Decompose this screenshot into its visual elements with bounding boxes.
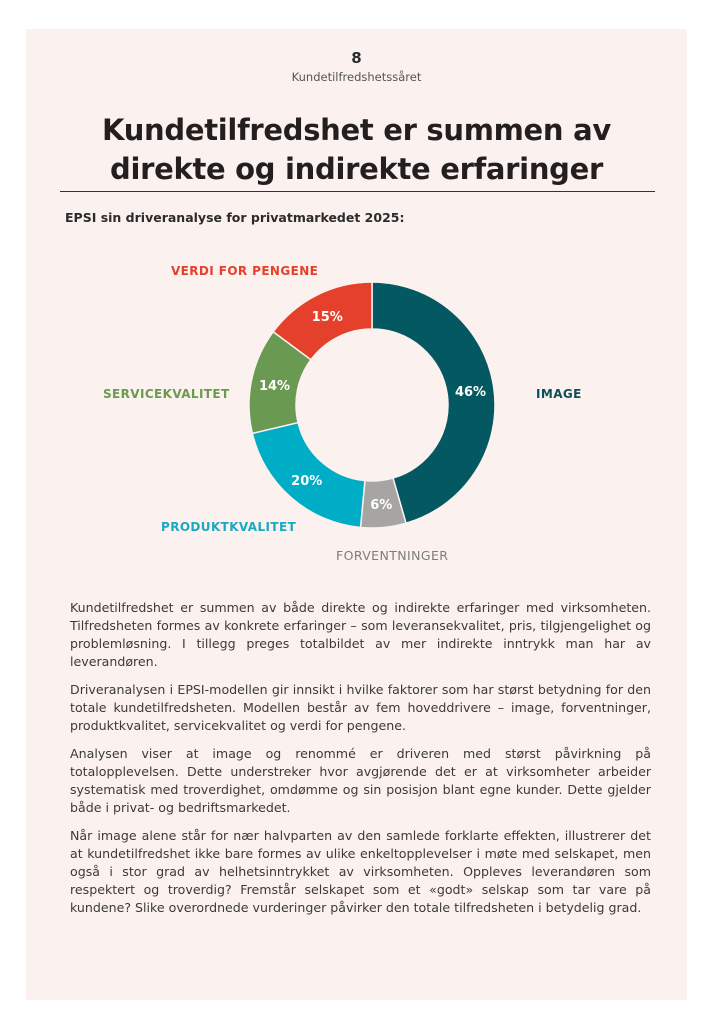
document-page — [26, 29, 687, 1000]
legend-label-forventninger: FORVENTNINGER — [336, 548, 449, 563]
paragraph-3: Analysen viser at image og renommé er driveren med størst påvirkning på totalopplevelsen. Dette understreker hvor avgjørende det er at virksomheter arbeider systematisk med troverdighet, omdømme og sin posisjon blant egne kunder. Dette gjelder både i privat- og bedriftsmarkedet. — [70, 746, 651, 815]
donut-chart — [26, 29, 687, 589]
donut-value-servicekvalitet: 14% — [258, 379, 291, 395]
legend-label-servicekvalitet: SERVICEKVALITET — [103, 387, 230, 401]
donut-chart-svg — [26, 29, 687, 589]
page-title-line-1: Kundetilfredshet er summen av — [102, 113, 611, 147]
legend-label-verdi-for-pengene: VERDI FOR PENGENE — [171, 264, 319, 278]
body-text — [70, 599, 651, 927]
section-name: Kundetilfredshetssåret — [291, 70, 422, 84]
paragraph-4: Når image alene står for nær halvparten av den samlede forklarte effekten, illustrerer det at kundetilfredshet ikke bare formes av ulike enkeltopplevelser i møte med selskapet, men også i stor grad av helhetsinntrykket av virksomheten. Oppleves leverandøren som respektert og troverdig? Fremstår selskapet som et «godt» selskap som tar vare på kundene? Slike overordnede vurderinger påvirker den totale tilfredsheten i betydelig grad. — [70, 828, 651, 915]
page-number: 8 — [351, 49, 362, 67]
page-title-line-2: direkte og indirekte erfaringer — [109, 152, 603, 186]
chart-heading: EPSI sin driveranalyse for privatmarkedet 2025: — [65, 210, 405, 225]
donut-value-verdi-for-pengene: 15% — [311, 310, 343, 326]
donut-value-forventninger: 6% — [370, 498, 393, 514]
paragraph-1: Kundetilfredshet er summen av både direkte og indirekte erfaringer med virksomheten. Tilfredsheten formes av konkrete erfaringer – som leveransekvalitet, pris, tilgjengelighet og problemløsning. I tillegg preges totalbildet av mer indirekte inntrykk man har av leverandøren. — [70, 600, 651, 669]
donut-value-image: 46% — [454, 385, 487, 401]
legend-label-image: IMAGE — [536, 387, 582, 401]
legend-label-produktkvalitet: PRODUKTKVALITET — [161, 520, 297, 534]
paragraph-2: Driveranalysen i EPSI-modellen gir innsikt i hvilke faktorer som har størst betydning for den totale kundetilfredsheten. Modellen består av fem hoveddrivere – image, forventninger, produktkvalitet, servicekvalitet og verdi for pengene. — [70, 682, 651, 733]
donut-value-produktkvalitet: 20% — [291, 474, 323, 490]
